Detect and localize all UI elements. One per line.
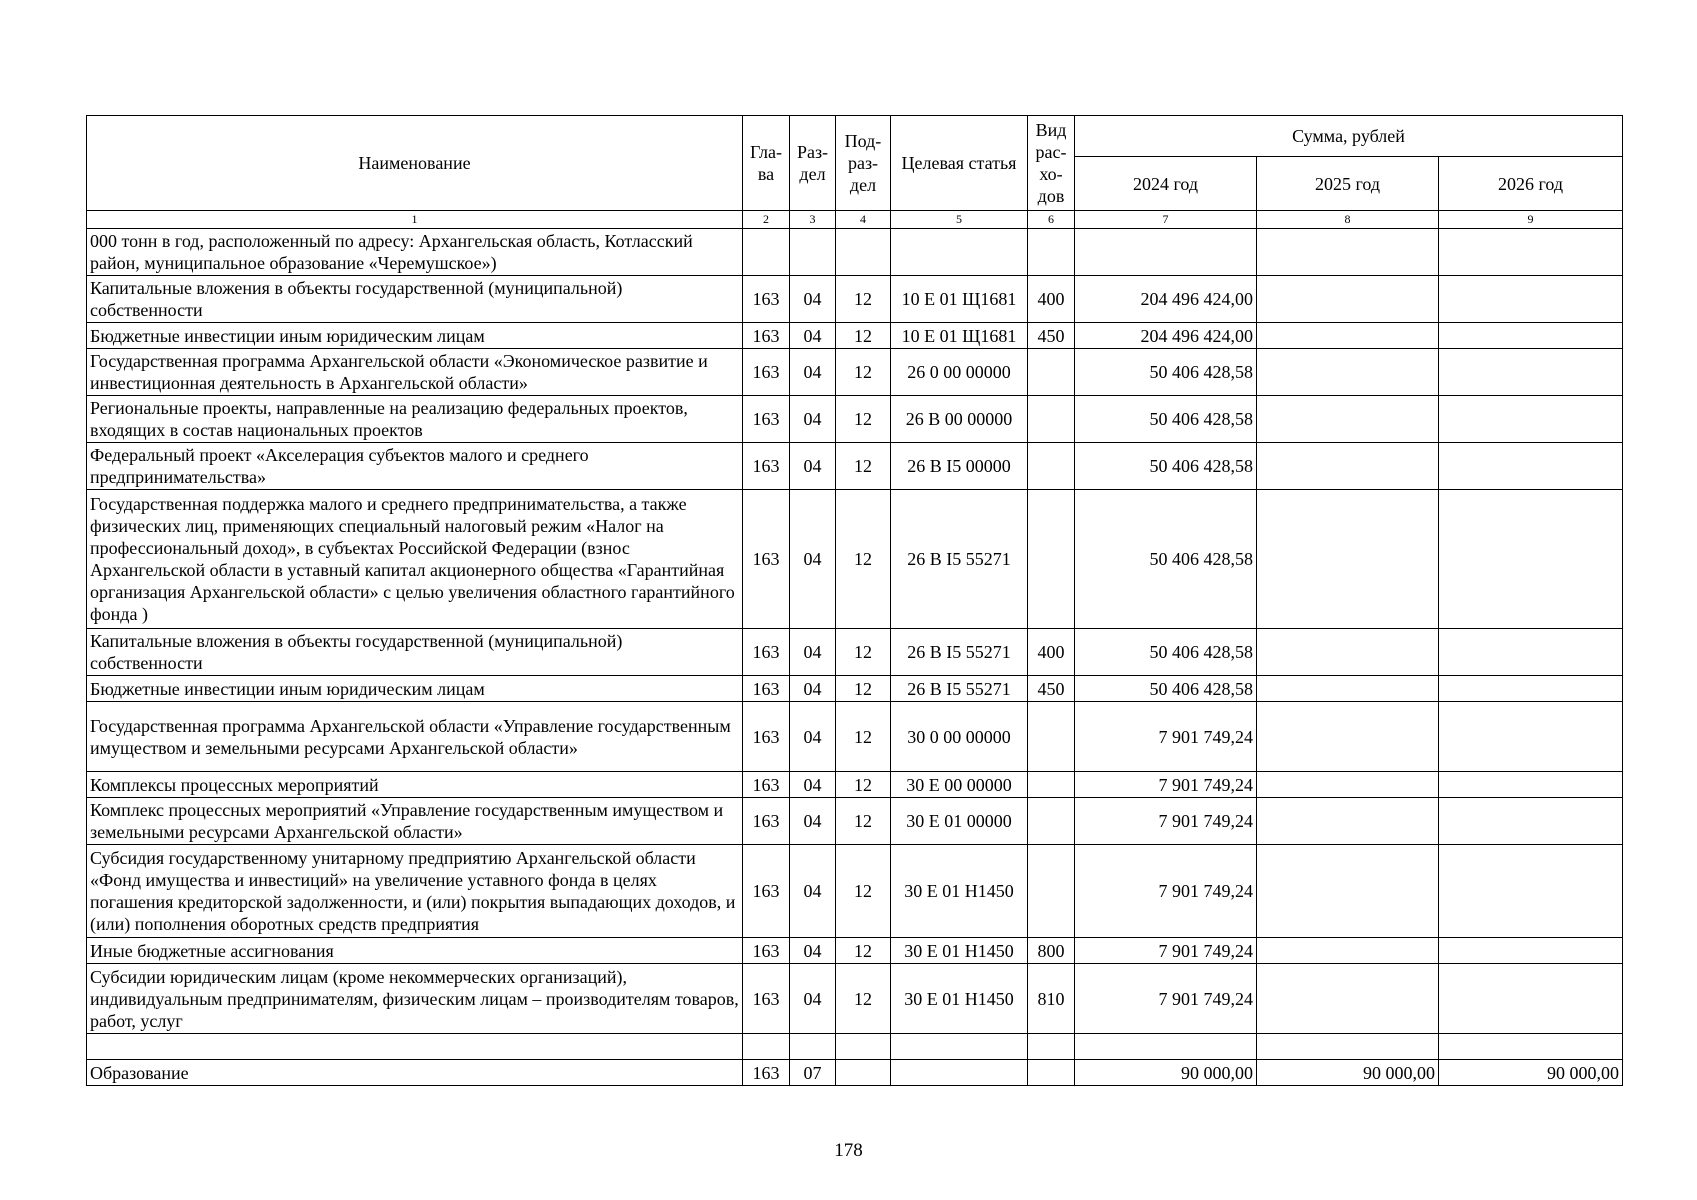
row-podrazdel: 12 — [836, 490, 891, 629]
row-razdel: 04 — [790, 349, 836, 396]
row-podrazdel: 12 — [836, 349, 891, 396]
row-razdel — [790, 1034, 836, 1060]
row-name — [87, 1034, 743, 1060]
column-numbers-row — [87, 211, 1623, 229]
row-name: Федеральный проект «Акселерация субъектов малого и среднего предпринимательства» — [87, 443, 743, 490]
table-row — [87, 490, 1623, 629]
row-celevaya-statya: 26 0 00 00000 — [891, 349, 1028, 396]
row-sum-2025 — [1257, 629, 1439, 676]
row-name: Государственная поддержка малого и среднего предпринимательства, а также физических лиц, применяющих специальный налоговый режим «Налог на профессиональный доход», в субъектах Российской Федерации (взнос Архангельской области в уставный капитал акционерного общества «Гарантийная организация Архангельской области» с целью увеличения областного гарантийного фонда ) — [87, 490, 743, 629]
header-name: Наименование — [87, 116, 743, 211]
row-vid-rashodov — [1028, 772, 1075, 798]
row-podrazdel: 12 — [836, 798, 891, 845]
row-name: Иные бюджетные ассигнования — [87, 938, 743, 964]
column-number: 1 — [87, 211, 743, 229]
row-name: Капитальные вложения в объекты государственной (муниципальной) собственности — [87, 276, 743, 323]
row-sum-2025 — [1257, 490, 1439, 629]
table-row — [87, 798, 1623, 845]
row-glava: 163 — [743, 772, 790, 798]
row-sum-2026 — [1439, 964, 1623, 1034]
row-vid-rashodov — [1028, 702, 1075, 772]
row-vid-rashodov — [1028, 1034, 1075, 1060]
column-number: 6 — [1028, 211, 1075, 229]
row-sum-2024: 50 406 428,58 — [1075, 396, 1257, 443]
table-row — [87, 323, 1623, 349]
row-sum-2024 — [1075, 229, 1257, 276]
table-row — [87, 229, 1623, 276]
header-summa: Сумма, рублей — [1075, 116, 1623, 157]
row-sum-2024: 7 901 749,24 — [1075, 702, 1257, 772]
row-glava: 163 — [743, 845, 790, 938]
row-glava: 163 — [743, 798, 790, 845]
row-sum-2026 — [1439, 676, 1623, 702]
column-number: 3 — [790, 211, 836, 229]
row-celevaya-statya — [891, 1060, 1028, 1086]
row-celevaya-statya: 10 Е 01 Щ1681 — [891, 276, 1028, 323]
row-name: Бюджетные инвестиции иным юридическим лицам — [87, 323, 743, 349]
table-row — [87, 1034, 1623, 1060]
row-sum-2024: 7 901 749,24 — [1075, 845, 1257, 938]
row-celevaya-statya: 26 В 00 00000 — [891, 396, 1028, 443]
column-number: 8 — [1257, 211, 1439, 229]
page-number: 178 — [834, 1140, 863, 1161]
row-razdel: 04 — [790, 276, 836, 323]
table-row — [87, 443, 1623, 490]
row-sum-2026 — [1439, 443, 1623, 490]
row-sum-2026 — [1439, 229, 1623, 276]
table-row — [87, 702, 1623, 772]
row-sum-2025 — [1257, 845, 1439, 938]
row-name: Образование — [87, 1060, 743, 1086]
row-celevaya-statya — [891, 1034, 1028, 1060]
row-glava: 163 — [743, 323, 790, 349]
row-name: Капитальные вложения в объекты государственной (муниципальной) собственности — [87, 629, 743, 676]
row-glava: 163 — [743, 702, 790, 772]
header-year-2026: 2026 год — [1439, 157, 1623, 211]
row-podrazdel: 12 — [836, 443, 891, 490]
row-razdel: 04 — [790, 702, 836, 772]
row-vid-rashodov — [1028, 349, 1075, 396]
row-glava: 163 — [743, 676, 790, 702]
row-name: Комплексы процессных мероприятий — [87, 772, 743, 798]
table-row — [87, 349, 1623, 396]
row-sum-2025 — [1257, 396, 1439, 443]
row-razdel: 04 — [790, 676, 836, 702]
row-vid-rashodov — [1028, 229, 1075, 276]
table-row — [87, 964, 1623, 1034]
row-name: Государственная программа Архангельской области «Экономическое развитие и инвестиционная деятельность в Архангельской области» — [87, 349, 743, 396]
row-razdel: 04 — [790, 845, 836, 938]
table-row — [87, 676, 1623, 702]
row-celevaya-statya: 26 В I5 55271 — [891, 676, 1028, 702]
row-vid-rashodov — [1028, 396, 1075, 443]
row-razdel: 04 — [790, 323, 836, 349]
row-sum-2024: 7 901 749,24 — [1075, 964, 1257, 1034]
row-sum-2024: 50 406 428,58 — [1075, 676, 1257, 702]
row-name: Субсидии юридическим лицам (кроме некоммерческих организаций), индивидуальным предпринимателям, физическим лицам – производителям товаров, работ, услуг — [87, 964, 743, 1034]
row-name: Бюджетные инвестиции иным юридическим лицам — [87, 676, 743, 702]
row-sum-2026 — [1439, 276, 1623, 323]
column-number: 7 — [1075, 211, 1257, 229]
table-row — [87, 629, 1623, 676]
row-podrazdel: 12 — [836, 676, 891, 702]
row-razdel: 07 — [790, 1060, 836, 1086]
table-row — [87, 772, 1623, 798]
row-sum-2026 — [1439, 772, 1623, 798]
row-name: Государственная программа Архангельской области «Управление государственным имуществом и земельными ресурсами Архангельской области» — [87, 702, 743, 772]
row-sum-2024: 50 406 428,58 — [1075, 490, 1257, 629]
row-sum-2024: 7 901 749,24 — [1075, 938, 1257, 964]
column-number: 4 — [836, 211, 891, 229]
table-row — [87, 396, 1623, 443]
row-sum-2026 — [1439, 798, 1623, 845]
row-sum-2026 — [1439, 629, 1623, 676]
row-vid-rashodov — [1028, 1060, 1075, 1086]
row-sum-2024: 50 406 428,58 — [1075, 629, 1257, 676]
row-glava: 163 — [743, 443, 790, 490]
row-celevaya-statya: 26 В I5 55271 — [891, 490, 1028, 629]
row-sum-2025 — [1257, 772, 1439, 798]
row-sum-2025 — [1257, 798, 1439, 845]
row-sum-2026 — [1439, 845, 1623, 938]
row-podrazdel: 12 — [836, 276, 891, 323]
row-sum-2025 — [1257, 276, 1439, 323]
row-sum-2024: 7 901 749,24 — [1075, 798, 1257, 845]
row-vid-rashodov: 400 — [1028, 276, 1075, 323]
budget-table — [86, 115, 1623, 1086]
row-celevaya-statya: 26 В I5 00000 — [891, 443, 1028, 490]
row-celevaya-statya: 30 0 00 00000 — [891, 702, 1028, 772]
row-glava: 163 — [743, 938, 790, 964]
row-podrazdel — [836, 229, 891, 276]
row-name: Региональные проекты, направленные на реализацию федеральных проектов, входящих в состав национальных проектов — [87, 396, 743, 443]
row-vid-rashodov — [1028, 490, 1075, 629]
row-vid-rashodov: 400 — [1028, 629, 1075, 676]
table-row — [87, 1060, 1623, 1086]
row-glava: 163 — [743, 349, 790, 396]
header-razdel: Раз-дел — [790, 116, 836, 211]
header-podrazdel: Под-раз-дел — [836, 116, 891, 211]
row-sum-2025: 90 000,00 — [1257, 1060, 1439, 1086]
row-razdel: 04 — [790, 396, 836, 443]
row-glava — [743, 1034, 790, 1060]
row-razdel: 04 — [790, 490, 836, 629]
row-glava: 163 — [743, 964, 790, 1034]
row-vid-rashodov: 810 — [1028, 964, 1075, 1034]
row-vid-rashodov — [1028, 845, 1075, 938]
row-podrazdel: 12 — [836, 772, 891, 798]
row-podrazdel: 12 — [836, 396, 891, 443]
row-vid-rashodov: 800 — [1028, 938, 1075, 964]
row-sum-2026 — [1439, 1034, 1623, 1060]
row-podrazdel — [836, 1034, 891, 1060]
row-vid-rashodov — [1028, 798, 1075, 845]
header-glava: Гла-ва — [743, 116, 790, 211]
row-razdel: 04 — [790, 443, 836, 490]
table-row — [87, 845, 1623, 938]
row-sum-2025 — [1257, 702, 1439, 772]
row-sum-2026 — [1439, 702, 1623, 772]
row-podrazdel: 12 — [836, 845, 891, 938]
row-celevaya-statya: 26 В I5 55271 — [891, 629, 1028, 676]
row-celevaya-statya: 30 Е 01 Н1450 — [891, 938, 1028, 964]
table-row — [87, 938, 1623, 964]
row-sum-2025 — [1257, 676, 1439, 702]
row-razdel: 04 — [790, 964, 836, 1034]
row-sum-2024: 204 496 424,00 — [1075, 323, 1257, 349]
row-sum-2026 — [1439, 323, 1623, 349]
row-glava: 163 — [743, 490, 790, 629]
row-razdel: 04 — [790, 798, 836, 845]
row-glava — [743, 229, 790, 276]
row-sum-2024: 50 406 428,58 — [1075, 443, 1257, 490]
row-razdel: 04 — [790, 938, 836, 964]
row-celevaya-statya: 30 Е 01 Н1450 — [891, 964, 1028, 1034]
row-sum-2025 — [1257, 323, 1439, 349]
row-sum-2024: 204 496 424,00 — [1075, 276, 1257, 323]
row-sum-2026: 90 000,00 — [1439, 1060, 1623, 1086]
column-number: 9 — [1439, 211, 1623, 229]
row-sum-2025 — [1257, 349, 1439, 396]
header-year-2025: 2025 год — [1257, 157, 1439, 211]
row-razdel: 04 — [790, 629, 836, 676]
row-sum-2024: 90 000,00 — [1075, 1060, 1257, 1086]
row-sum-2024: 7 901 749,24 — [1075, 772, 1257, 798]
row-sum-2025 — [1257, 229, 1439, 276]
row-glava: 163 — [743, 629, 790, 676]
row-podrazdel: 12 — [836, 964, 891, 1034]
row-sum-2025 — [1257, 443, 1439, 490]
row-celevaya-statya: 10 Е 01 Щ1681 — [891, 323, 1028, 349]
row-sum-2025 — [1257, 964, 1439, 1034]
header-year-2024: 2024 год — [1075, 157, 1257, 211]
row-sum-2024: 50 406 428,58 — [1075, 349, 1257, 396]
row-sum-2025 — [1257, 938, 1439, 964]
row-podrazdel: 12 — [836, 629, 891, 676]
row-sum-2026 — [1439, 490, 1623, 629]
row-name: 000 тонн в год, расположенный по адресу: Архангельская область, Котласский район, муниципальное образование «Черемушское») — [87, 229, 743, 276]
row-sum-2024 — [1075, 1034, 1257, 1060]
header-celevaya-statya: Целевая статья — [891, 116, 1028, 211]
row-celevaya-statya: 30 Е 00 00000 — [891, 772, 1028, 798]
row-name: Комплекс процессных мероприятий «Управление государственным имуществом и земельными ресурсами Архангельской области» — [87, 798, 743, 845]
row-sum-2025 — [1257, 1034, 1439, 1060]
row-celevaya-statya: 30 Е 01 00000 — [891, 798, 1028, 845]
row-razdel: 04 — [790, 772, 836, 798]
row-name: Субсидия государственному унитарному предприятию Архангельской области «Фонд имущества и инвестиций» на увеличение уставного фонда в целях погашения кредиторской задолженности, и (или) покрытия выпадающих доходов, и (или) пополнения оборотных средств предприятия — [87, 845, 743, 938]
row-vid-rashodov: 450 — [1028, 323, 1075, 349]
row-glava: 163 — [743, 1060, 790, 1086]
row-sum-2026 — [1439, 349, 1623, 396]
row-podrazdel: 12 — [836, 702, 891, 772]
row-vid-rashodov — [1028, 443, 1075, 490]
column-number: 5 — [891, 211, 1028, 229]
row-celevaya-statya: 30 Е 01 Н1450 — [891, 845, 1028, 938]
row-vid-rashodov: 450 — [1028, 676, 1075, 702]
header-vid-rashodov: Вид рас-хо-дов — [1028, 116, 1075, 211]
row-razdel — [790, 229, 836, 276]
table-row — [87, 276, 1623, 323]
row-glava: 163 — [743, 276, 790, 323]
row-podrazdel: 12 — [836, 323, 891, 349]
row-sum-2026 — [1439, 938, 1623, 964]
row-sum-2026 — [1439, 396, 1623, 443]
row-glava: 163 — [743, 396, 790, 443]
row-celevaya-statya — [891, 229, 1028, 276]
column-number: 2 — [743, 211, 790, 229]
row-podrazdel — [836, 1060, 891, 1086]
row-podrazdel: 12 — [836, 938, 891, 964]
